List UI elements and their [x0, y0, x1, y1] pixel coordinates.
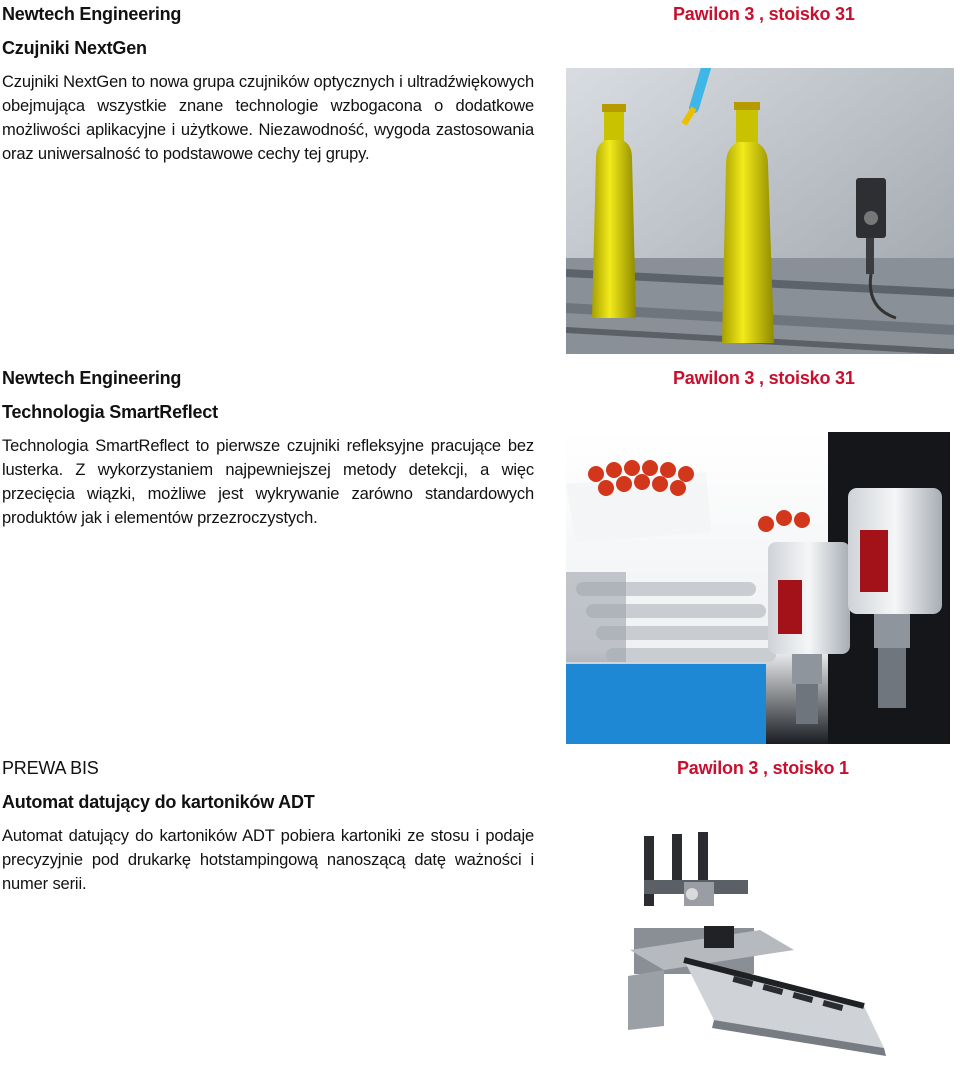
- booth-location: Pawilon 3 , stoisko 31: [673, 4, 855, 24]
- smartreflect-sensor-photo: [566, 432, 950, 744]
- company-name: Newtech Engineering: [2, 368, 182, 388]
- exhibitor-entry-2: [0, 360, 960, 750]
- product-description: Czujniki NextGen to nowa grupa czujników optycznych i ultradźwiękowych obejmująca wszystkie znane technologie wzbogacona o dodatkowe możliwości aplikacyjne i użytkowe. Niezawodność, wygoda zastosowania oraz uniwersalność to podstawowe cechy tej grupy.: [2, 73, 534, 163]
- product-title: Technologia SmartReflect: [2, 402, 218, 422]
- product-title: Automat datujący do kartoników ADT: [2, 792, 315, 812]
- dating-machine-photo: [624, 830, 894, 1056]
- booth-location: Pawilon 3 , stoisko 1: [677, 758, 849, 778]
- product-title: Czujniki NextGen: [2, 38, 147, 58]
- bottles-sensor-photo: [566, 68, 954, 354]
- booth-location: Pawilon 3 , stoisko 31: [673, 368, 855, 388]
- exhibitor-entry-1: [0, 0, 960, 360]
- product-description: Automat datujący do kartoników ADT pobiera kartoniki ze stosu i podaje precyzyjnie pod drukarkę hotstampingową nanoszącą datę ważności i numer serii.: [2, 827, 534, 893]
- company-name: Newtech Engineering: [2, 4, 182, 24]
- exhibitor-entry-3: [0, 750, 960, 1073]
- company-name: PREWA BIS: [2, 758, 99, 778]
- product-description: Technologia SmartReflect to pierwsze czujniki refleksyjne pracujące bez lusterka. Z wykorzystaniem najpewniejszej metody detekcji, a więc przecięcia wiązki, możliwe jest wykrywanie zarówno standardowych produktów jak i elementów przezroczystych.: [2, 437, 534, 527]
